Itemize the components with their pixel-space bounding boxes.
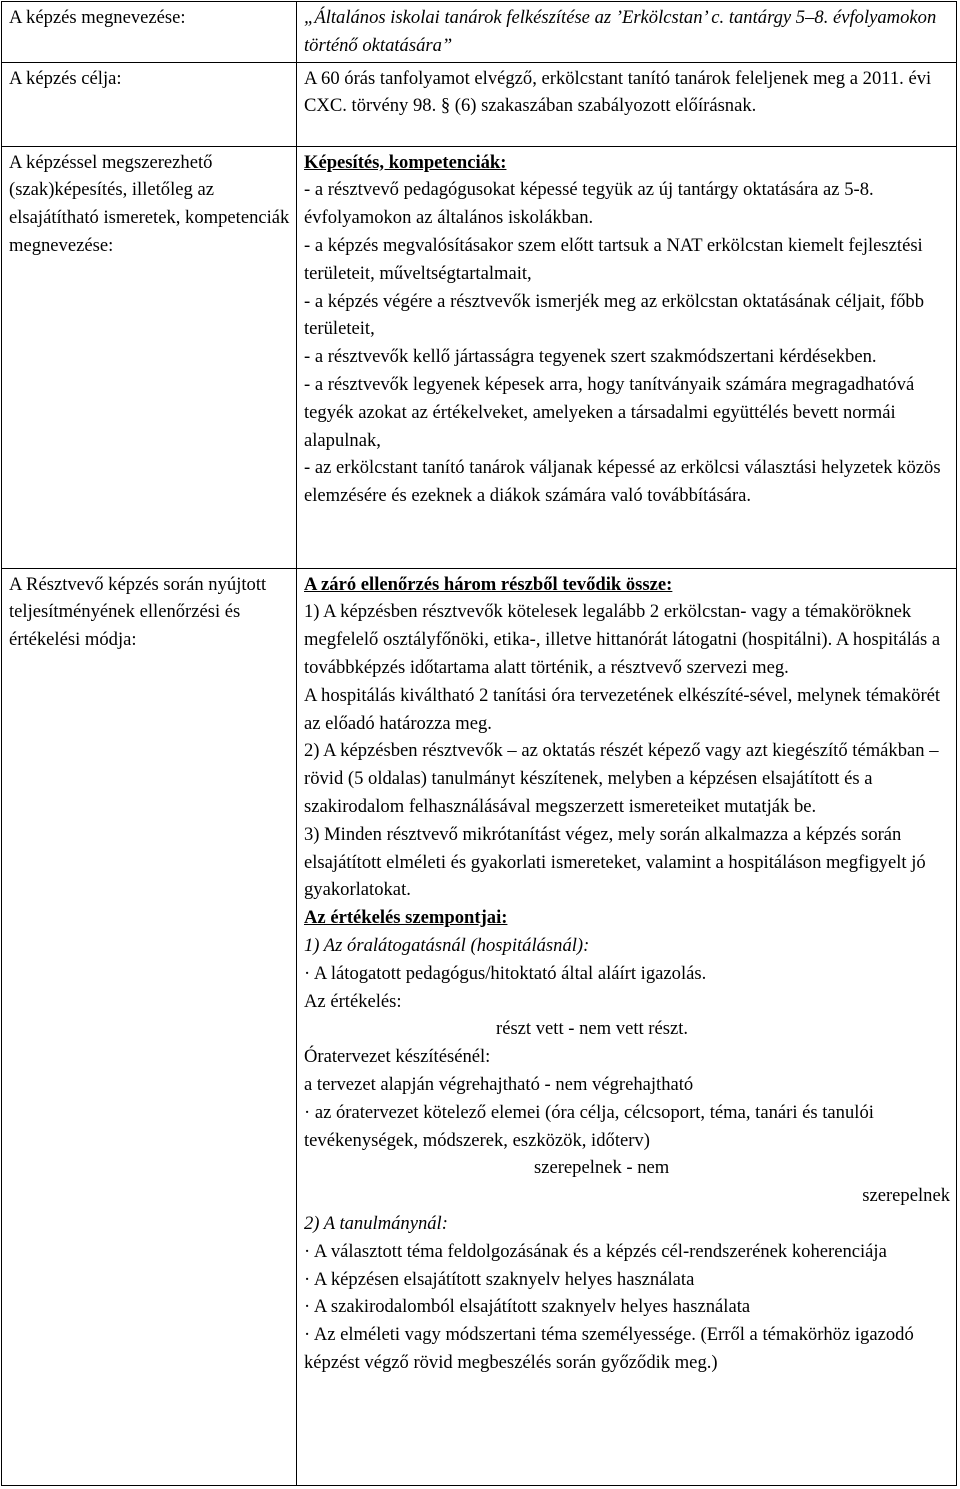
row-training-name — [2, 2, 957, 63]
assessment-heading: A záró ellenőrzés három részből tevődik össze: — [304, 573, 673, 595]
competency-item: - a résztvevők kellő jártasságra tegyenek szert szakmódszertani kérdésekben. — [304, 346, 877, 368]
lesson-plan-item-value-cont: szerepelnek — [862, 1185, 950, 1207]
value-assessment — [297, 568, 957, 1485]
label-training-name: A képzés megnevezése: — [2, 2, 297, 63]
competency-item: - a résztvevő pedagógusokat képessé tegyük az új tantárgy oktatására az 5-8. évfolyamokon az általános iskolákban. — [304, 179, 874, 229]
competencies-heading: Képesítés, kompetenciák: — [304, 151, 507, 173]
criteria-visit-heading: 1) Az óralátogatásnál (hospitálásnál): — [304, 934, 590, 956]
row-assessment — [2, 568, 957, 1485]
training-name-text: „Általános iskolai tanárok felkészítése az ’Erkölcstan’ c. tantárgy 5–8. évfolyamokon történő oktatására” — [304, 7, 937, 56]
assessment-part-2: 2) A képzésben résztvevők – az oktatás részét képező vagy azt kiegészítő témákban – rövid (5 oldalas) tanulmányt készítenek, melyben a képzésen elsajátított és a szakirodalom felhasználásával megszerzett ismereteiket mutatják be. — [304, 740, 939, 817]
training-info-table — [1, 1, 957, 1486]
competency-item: - az erkölcstant tanító tanárok váljanak képessé az erkölcsi választási helyzetek közös elemzésére és ezeknek a diákok számára való továbbítására. — [304, 457, 941, 507]
evaluation-value: részt vett - nem vett részt. — [496, 1018, 689, 1040]
competency-item: - a résztvevők legyenek képesek arra, hogy tanítványaik számára megragadhatóvá tegyék azokat az értékelveket, amelyeken a társadalmi együttélés bevett normái alapulnak, — [304, 373, 915, 451]
lesson-plan-item-value: szerepelnek - nem — [534, 1157, 670, 1179]
row-training-goal — [2, 62, 957, 146]
criteria-study-item: · A választott téma feldolgozásának és a képzés cél-rendszerének koherenciája — [304, 1240, 887, 1262]
criteria-study-heading: 2) A tanulmánynál: — [304, 1212, 448, 1234]
label-assessment: A Résztvevő képzés során nyújtott teljesítményének ellenőrzési és értékelési módja: — [2, 568, 297, 1485]
evaluation-label: Az értékelés: — [304, 990, 402, 1012]
competency-item: - a képzés végére a résztvevők ismerjék meg az erkölcstan oktatásának céljait, főbb területeit, — [304, 290, 925, 340]
value-training-name — [297, 2, 957, 63]
lesson-plan-value: a tervezet alapján végrehajtható - nem végrehajtható — [304, 1073, 694, 1095]
lesson-plan-label: Óratervezet készítésénél: — [304, 1046, 491, 1068]
criteria-heading: Az értékelés szempontjai: — [304, 907, 508, 929]
criteria-study-item: · Az elméleti vagy módszertani téma személyessége. (Erről a témakörhöz igazodó képzést végző rövid megbeszélés során győződik meg.) — [304, 1324, 914, 1373]
assessment-part-1-alt: A hospitálás kiváltható 2 tanítási óra tervezetének elkészíté-sével, melynek témakörét az előadó határozza meg. — [304, 684, 941, 734]
label-competencies: A képzéssel megszerezhető (szak)képesítés, illetőleg az elsajátítható ismeretek, kompetenciák megnevezése: — [2, 146, 297, 568]
criteria-study-item: · A szakirodalomból elsajátított szaknyelv helyes használata — [304, 1296, 751, 1318]
assessment-part-3: 3) Minden résztvevő mikrótanítást végez, mely során alkalmazza a képzés során elsajátított elméleti és gyakorlati ismereteket, valamint a hospitáláson megfigyelt jó gyakorlatokat. — [304, 823, 926, 901]
lesson-plan-item: · az óratervezet kötelező elemei (óra célja, célcsoport, téma, tanári és tanulói tevékenységek, módszerek, eszközök, időterv) — [304, 1101, 874, 1151]
assessment-part-1: 1) A képzésben résztvevők kötelesek legalább 2 erkölcstan- vagy a témaköröknek megfelelő osztályfőnöki, etika-, illetve hittanórát látogatni (hospitálni). A hospitálás a továbbképzés időtartama alatt történik, a résztvevő szervezi meg. — [304, 601, 941, 678]
training-goal-text: A 60 órás tanfolyamot elvégző, erkölcstant tanító tanárok feleljenek meg a 2011. évi CXC. törvény 98. § (6) szakaszában szabályozott előírásnak. — [304, 67, 932, 117]
value-competencies — [297, 146, 957, 568]
label-training-goal: A képzés célja: — [2, 62, 297, 146]
criteria-visit-item: · A látogatott pedagógus/hitoktató által aláírt igazolás. — [304, 962, 707, 984]
value-training-goal — [297, 62, 957, 146]
criteria-study-item: · A képzésen elsajátított szaknyelv helyes használata — [304, 1268, 695, 1290]
row-competencies — [2, 146, 957, 568]
competency-item: - a képzés megvalósításakor szem előtt tartsuk a NAT erkölcstan kiemelt fejlesztési területeit, műveltségtartalmait, — [304, 234, 923, 284]
